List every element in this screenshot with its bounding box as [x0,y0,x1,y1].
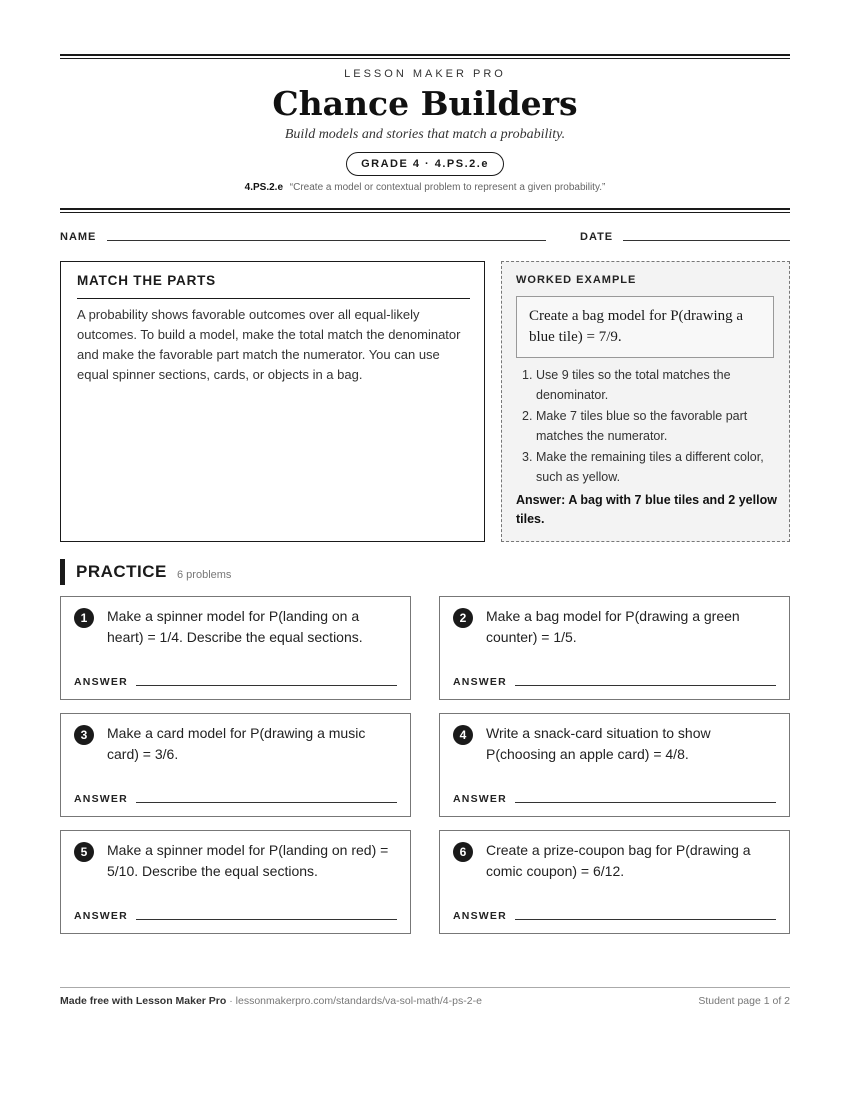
problem-text: Create a prize-coupon bag for P(drawing a comic coupon) = 6/12. [486,842,751,879]
date-label: DATE [580,231,614,243]
answer-label: ANSWER [453,793,507,805]
problem-text: Make a spinner model for P(landing on a heart) = 1/4. Describe the equal sections. [107,608,363,645]
problem-number: 6 [453,842,473,862]
step-text: Make 7 tiles blue so the favorable part matches the numerator. [536,409,748,443]
worksheet-page [60,0,790,1100]
answer-label: ANSWER [74,676,128,688]
answer-label: ANSWER [453,910,507,922]
divider-rule-thin [60,212,790,213]
practice-count: 6 problems [177,569,232,581]
answer-label: ANSWER [74,910,128,922]
answer-line[interactable] [136,802,397,803]
step-number: 1. [522,368,533,382]
problem-card [439,830,790,934]
answer-line[interactable] [515,802,776,803]
header-rule [60,54,790,56]
step-item [516,448,777,487]
practice-accent-bar [60,559,65,585]
problem-card [60,596,411,700]
grade-badge: GRADE 4 · 4.PS.2.e [346,152,504,176]
brand-label: LESSON MAKER PRO [344,68,506,80]
problem-card [439,713,790,817]
match-heading-rule [77,298,470,299]
step-text: Use 9 tiles so the total matches the denominator. [536,368,731,402]
page-title: Chance Builders [272,84,578,123]
problem-number: 2 [453,608,473,628]
standard-code: 4.PS.2.e [244,182,284,193]
problem-text: Make a spinner model for P(landing on red) = 5/10. Describe the equal sections. [107,842,389,879]
problem-card [60,713,411,817]
footer-made-with: Made free with Lesson Maker Pro [60,995,227,1007]
step-number: 2. [522,409,533,423]
answer-label: ANSWER [453,676,507,688]
date-field[interactable] [623,240,790,241]
problem-number: 1 [74,608,94,628]
worked-example-steps [516,366,777,489]
page-subtitle: Build models and stories that match a probability. [284,127,566,142]
problem-card [60,830,411,934]
name-field[interactable] [107,240,546,241]
match-body: A probability shows favorable outcomes over all equal-likely outcomes. To build a model, make the total match the denominator and make the favorable part match the numerator. You can use equal spinner sections, cards, or objects in a bag. [77,307,461,382]
standard-line [60,182,790,193]
answer-label: ANSWER [74,793,128,805]
practice-title: PRACTICE [76,562,167,581]
worked-example-answer: Answer: A bag with 7 blue tiles and 2 yellow tiles. [516,493,777,526]
problem-text: Write a snack-card situation to show P(choosing an apple card) = 4/8. [486,725,711,762]
problem-number: 3 [74,725,94,745]
step-number: 3. [522,450,533,464]
worked-example-heading: WORKED EXAMPLE [516,274,637,286]
footer-url[interactable]: · lessonmakerpro.com/standards/va-sol-math/4-ps-2-e [226,995,482,1007]
divider-rule [60,208,790,210]
answer-line[interactable] [136,685,397,686]
match-the-parts-box [60,261,485,542]
step-text: Make the remaining tiles a different color, such as yellow. [536,450,764,484]
worked-example-box [501,261,790,542]
header-rule-thin [60,58,790,59]
footer-page-number: Student page 1 of 2 [698,995,790,1007]
problem-text: Make a bag model for P(drawing a green counter) = 1/5. [486,608,740,645]
standard-text: “Create a model or contextual problem to represent a given probability.” [289,182,606,193]
problem-text: Make a card model for P(drawing a music card) = 3/6. [107,725,366,762]
worked-example-prompt: Create a bag model for P(drawing a blue tile) = 7/9. [516,296,774,358]
footer-credit [60,995,482,1007]
step-item [516,366,777,405]
answer-line[interactable] [515,919,776,920]
problem-number: 4 [453,725,473,745]
answer-line[interactable] [515,685,776,686]
step-item [516,407,777,446]
problem-card [439,596,790,700]
name-label: NAME [60,231,97,243]
answer-line[interactable] [136,919,397,920]
problem-number: 5 [74,842,94,862]
match-heading: MATCH THE PARTS [77,273,216,288]
footer-rule [60,987,790,988]
